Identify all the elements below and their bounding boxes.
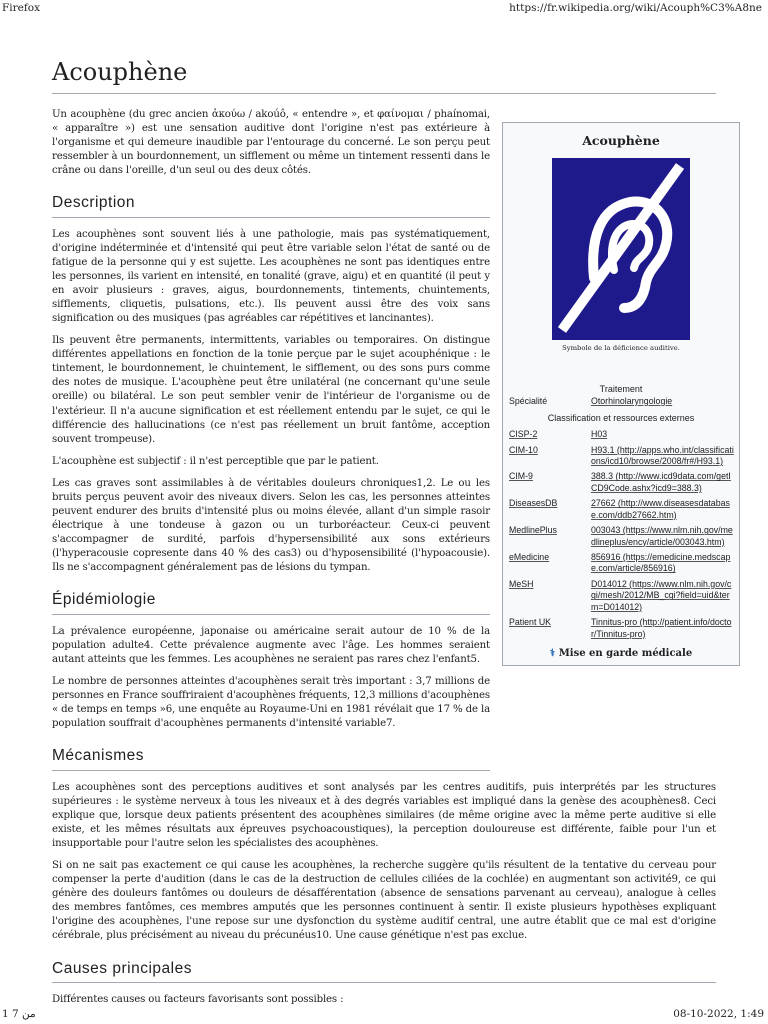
infobox-classification-table [507,427,735,642]
infobox-row-value[interactable]: H93.1 (http://apps.who.int/classifications/icd10/browse/2008/fr#/H93.1) [591,444,734,467]
section-heading-causes: Causes principales [52,958,716,983]
infobox-row-label[interactable]: MedlinePlus [509,525,557,536]
infobox-title: Acouphène [582,132,660,148]
infobox-row [507,615,735,642]
description-paragraph: Les acouphènes sont souvent liés à une pathologie, mais pas systématiquement, d'origine indéterminée et d'intensité qui peut être variable selon l'état de santé ou de fatigue de la personne qui y est sujette. Les acouphènes ne sont pas identiques entre les personnes, ils varient en intensité, en tonalité (grave, aigu) et en quantité (il peut y en avoir plusieurs : graves, aigus, bourdonnements, tintements, chuintements, sifflements, cliquetis, pulsations, etc.). Ils peuvent aussi être des voix sans signification ou des musiques (pas agréables car répétitives et lancinantes). [52,228,490,325]
infobox-caption: Symbole de la déficience auditive. [562,343,680,352]
infobox-row-value[interactable]: 388.3 (http://www.icd9data.com/getICD9Code.ashx?icd9=388.3) [591,471,731,493]
print-footer [0,1004,768,1024]
infobox-row [507,523,735,550]
infobox-row-value[interactable]: D014012 (https://www.nlm.nih.gov/cgi/mesh/2012/MB_cgi?field=uid&term=D014012) [591,578,732,612]
infobox [502,122,740,666]
infobox-section-treatment: Traitement [599,383,643,394]
description-paragraph: Ils peuvent être permanents, intermittents, variables ou temporaires. On distingue différentes appellations en fonction de la tonie perçue par le sujet acouphénique : le tintement, le bourdonnement, le chuintement, le sifflement, ou des sons purs comme des notes de musique. L'acouphène peut être unilatéral (ne concernant qu'une seule oreille) ou bilatéral. Le son peut sembler venir de l'intérieur de l'organisme ou de l'extérieur. Il n'a aucune signification et est réellement entendu par le sujet, ce qui le différencie des hallucinations (ce n'est pas réellement un bruit fantôme, acception souvent trompeuse). [52,335,490,445]
causes-paragraph: Différentes causes ou facteurs favorisants sont possibles : [52,993,344,1005]
browser-name: Firefox [2,2,41,14]
infobox-row-label[interactable]: eMedicine [509,552,550,563]
page-counter: 1 من 7 [2,1008,36,1020]
print-header [0,0,768,18]
infobox-row [507,443,735,470]
specialty-link[interactable]: Otorhinolaryngologie [591,395,673,406]
description-paragraph: L'acouphène est subjectif : il n'est perceptible que par le patient. [52,455,379,467]
epidemiologie-paragraph: Le nombre de personnes atteintes d'acouphènes serait très important : 3,7 millions de personnes en France souffriraient d'acouphènes fréquents, 12,3 millions d'acouphènes « de temps en temps »6, une enquête au Royaume-Uni en 1981 révélait que 17 % de la population souffrait d'acouphènes permanents d'intensité variable7. [52,675,491,730]
infobox-row-label[interactable]: Patient UK [509,617,552,628]
specialty-label: Spécialité [509,395,548,406]
infobox-row [507,469,735,496]
infobox-row-label[interactable]: DiseasesDB [509,498,558,509]
infobox-row-label[interactable]: CIM-10 [509,444,538,455]
infobox-row-value[interactable]: 856916 (https://emedicine.medscape.com/article/856916) [591,552,731,574]
page-url: https://fr.wikipedia.org/wiki/Acouph%C3%A8ne [509,2,762,14]
infobox-row-value[interactable]: 003043 (https://www.nlm.nih.gov/medlineplus/ency/article/003043.htm) [591,525,733,547]
section-heading-epidemiologie: Épidémiologie [52,589,490,614]
infobox-row-value[interactable]: H03 [591,429,608,440]
print-datetime: 08-10-2022, 1:49 [673,1008,764,1020]
medical-warning-label: Mise en garde médicale [558,647,693,659]
section-heading-description: Description [52,192,490,217]
infobox-row-value[interactable]: Tinnitus-pro (http://patient.info/doctor/Tinnitus-pro) [591,617,732,639]
mecanismes-paragraph: Les acouphènes sont des perceptions auditives et sont analysés par les centres auditifs, puis interprétés par les structures supérieures : le système nerveux à tous les niveaux et à des degrés variables est impliqué dans la genèse des acouphènes8. Ceci explique que, lorsque deux patients présentent des acouphènes similaires (de même origine avec la même perte auditive si elle existe, et les mêmes résultats aux épreuves psychoacoustiques), la perception douloureuse est différente, faible pour l'un et insupportable pour l'autre selon les spécialistes des acouphènes. [52,781,716,849]
epidemiologie-paragraph: La prévalence européenne, japonaise ou américaine serait autour de 10 % de la population adulte4. Cette prévalence augmente avec l'âge. Les hommes seraient autant atteints que les femmes. Les acouphènes ne seraient pas rares chez l'enfant5. [52,625,490,665]
intro-paragraph: Un acouphène (du grec ancien ἀκούω / akoúô, « entendre », et φαίνομαι / phaínomai, « apparaître ») est une sensation auditive dont l'origine n'est pas extérieure à l'organisme et qui demeure inaudible par l'entourage du concerné. Le son perçu peut ressembler à un bourdonnement, un sifflement ou même un tintement ressenti dans le crâne ou dans l'oreille, d'un seul ou des deux côtés. [52,108,490,177]
section-heading-mecanismes: Mécanismes [52,745,490,770]
infobox-section-classification: Classification et ressources externes [547,413,695,424]
page-title: Acouphène [52,58,716,94]
mecanismes-paragraph: Si on ne sait pas exactement ce qui cause les acouphènes, la recherche suggère qu'ils résultent de la tentative du cerveau pour compenser la perte d'audition (dans le cas de la destruction de cellules ciliées de la cochlée) en augmentant son activité9, ce qui génère des douleurs fantômes ou douleurs de désafférentation (absence de sensations parvenant au cerveau), analogue à celles des membres fantômes, ces membres amputés que les personnes continuent à sentir. Il existe plusieurs hypothèses expliquant l'origine des acouphènes, l'une repose sur une dysfonction du système auditif central, une autre établit que ce mal est d'origine cérébrale, plus précisément au niveau du précunéus10. Une cause génétique n'est pas exclue. [52,860,716,942]
infobox-row [507,550,735,577]
infobox-row-value[interactable]: 27662 (http://www.diseasesdatabase.com/ddb27662.htm) [591,498,730,520]
infobox-row-label[interactable]: CIM-9 [509,471,533,482]
medical-warning[interactable] [507,648,735,659]
hearing-impairment-symbol-icon [552,158,690,340]
caduceus-icon: ⚕ [549,647,556,659]
article [52,58,734,1015]
infobox-row [507,577,735,615]
article-body [52,108,734,1007]
infobox-row-label[interactable]: MeSH [509,578,534,589]
infobox-row-label[interactable]: CISP-2 [509,429,538,440]
infobox-row [507,496,735,523]
infobox-specialty-table [507,394,735,409]
infobox-row [507,427,735,442]
description-paragraph: Les cas graves sont assimilables à de véritables douleurs chroniques1,2. Le ou les bruits perçus peuvent avoir des niveaux divers. Selon les cas, les personnes atteintes peuvent endurer des bruits d'intensité plus ou moins élevée, allant d'un simple rasoir électrique à une tondeuse à gazon ou un turboréacteur. Ceux-ci peuvent s'accompagner de surdité, parfois d'hypersensibilité aux sons extérieurs (l'hyperacousie copresente dans 40 % des cas3) ou d'hyposensibilité (l'hypoacousie). Ils ne s'accompagnent généralement pas de lésions du tympan. [52,477,490,574]
